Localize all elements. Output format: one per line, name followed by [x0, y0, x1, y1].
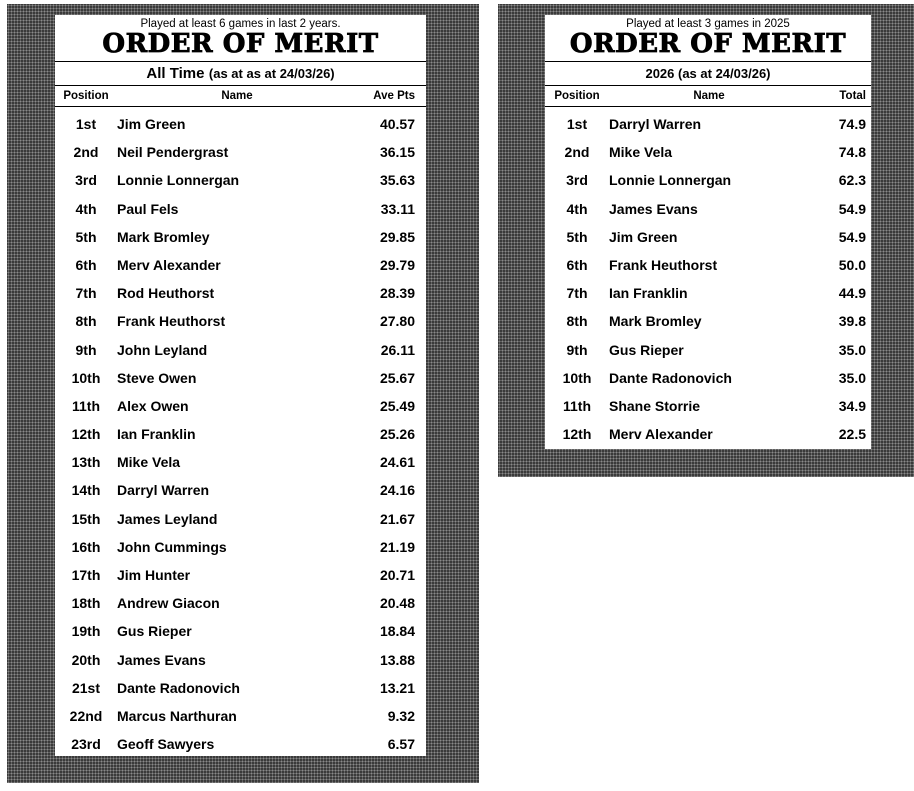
row-position: 12th — [562, 426, 592, 443]
row-name: Steve Owen — [117, 369, 197, 386]
row-value: 33.11 — [380, 200, 415, 217]
row-name: Shane Storrie — [609, 397, 701, 414]
season-caption: 2026 (as at 24/03/26) — [545, 62, 871, 86]
row-position: 11th — [71, 397, 100, 414]
table-row — [55, 702, 426, 730]
row-position: 23rd — [71, 736, 101, 753]
header-position: Position — [63, 90, 109, 102]
table-row — [545, 251, 871, 279]
row-name: Mike Vela — [609, 144, 673, 161]
row-value: 62.3 — [838, 172, 866, 189]
table-row — [55, 364, 426, 392]
row-position: 1st — [566, 116, 588, 132]
table-row — [55, 166, 426, 194]
row-value: 20.71 — [379, 567, 415, 583]
row-name: Lonnie Lonnergan — [117, 172, 240, 189]
table-row — [545, 195, 871, 223]
row-name: Gus Rieper — [609, 341, 684, 358]
table-row — [55, 476, 426, 504]
header-total: Total — [839, 90, 866, 102]
row-value: 74.9 — [838, 116, 866, 132]
row-value: 22.5 — [838, 426, 866, 443]
row-value: 36.15 — [379, 144, 415, 161]
row-position: 2nd — [73, 144, 99, 161]
table-row — [55, 420, 426, 448]
row-value: 25.49 — [379, 397, 415, 414]
row-name: Gus Rieper — [117, 623, 192, 640]
row-name: Ian Franklin — [609, 285, 688, 302]
row-value: 26.11 — [380, 341, 415, 358]
row-position: 4th — [566, 200, 588, 217]
row-position: 6th — [75, 256, 97, 273]
row-value: 18.84 — [379, 623, 415, 640]
table-row — [545, 110, 871, 138]
row-name: Jim Hunter — [117, 567, 191, 583]
table-row — [55, 307, 426, 335]
row-position: 8th — [75, 313, 97, 330]
row-position: 18th — [71, 595, 101, 612]
table-row — [545, 364, 871, 392]
header-position: Position — [554, 90, 600, 102]
row-value: 44.9 — [838, 285, 866, 302]
season-2026-table — [545, 15, 871, 449]
table-row — [545, 223, 871, 251]
header-name: Name — [221, 90, 253, 102]
season-column-headers — [545, 86, 871, 107]
row-name: Merv Alexander — [609, 426, 713, 443]
header-ave-pts: Ave Pts — [373, 90, 415, 102]
row-position: 4th — [75, 200, 97, 217]
table-row — [55, 730, 426, 758]
row-position: 3rd — [75, 172, 97, 189]
row-name: James Evans — [609, 200, 698, 217]
row-value: 25.67 — [379, 369, 415, 386]
table-row — [55, 448, 426, 476]
row-position: 10th — [71, 369, 101, 386]
season-header — [545, 15, 871, 62]
row-name: John Cummings — [117, 538, 227, 555]
table-row — [55, 279, 426, 307]
row-value: 29.85 — [379, 228, 415, 245]
table-row — [55, 195, 426, 223]
all-time-subtitle: Played at least 6 games in last 2 years. — [140, 18, 341, 30]
all-time-title: ORDER OF MERIT — [102, 29, 379, 59]
row-name: Darryl Warren — [609, 116, 702, 132]
row-value: 13.88 — [379, 651, 415, 668]
season-title: ORDER OF MERIT — [569, 29, 847, 59]
row-position: 1st — [75, 116, 97, 132]
row-name: Jim Green — [609, 228, 678, 245]
all-time-caption-date: (as at as at 24/03/26) — [208, 66, 335, 81]
row-name: Jim Green — [117, 116, 186, 132]
row-name: Ian Franklin — [117, 426, 196, 443]
row-position: 20th — [71, 651, 101, 668]
row-name: Frank Heuthorst — [117, 313, 226, 330]
row-position: 11th — [562, 397, 591, 414]
row-name: Rod Heuthorst — [117, 285, 215, 302]
row-value: 50.0 — [838, 256, 866, 273]
row-value: 25.26 — [379, 426, 415, 443]
table-row — [55, 336, 426, 364]
row-position: 16th — [71, 538, 101, 555]
row-position: 19th — [71, 623, 101, 640]
row-value: 28.39 — [379, 285, 415, 302]
row-position: 7th — [566, 285, 588, 302]
row-name: Dante Radonovich — [609, 369, 732, 386]
row-value: 54.9 — [838, 200, 866, 217]
row-name: Darryl Warren — [117, 482, 210, 499]
season-subtitle: Played at least 3 games in 2025 — [626, 18, 790, 30]
table-row — [55, 392, 426, 420]
row-name: Frank Heuthorst — [609, 256, 718, 273]
row-value: 29.79 — [379, 256, 415, 273]
row-position: 10th — [562, 369, 592, 386]
row-name: Mark Bromley — [609, 313, 702, 330]
row-position: 15th — [71, 510, 101, 527]
table-row — [545, 307, 871, 335]
row-value: 54.9 — [838, 228, 866, 245]
row-position: 8th — [566, 313, 588, 330]
row-position: 9th — [75, 341, 97, 358]
row-position: 13th — [71, 454, 101, 471]
row-value: 13.21 — [379, 679, 415, 696]
table-row — [545, 420, 871, 448]
table-row — [545, 392, 871, 420]
table-row — [545, 166, 871, 194]
row-name: James Leyland — [117, 510, 218, 527]
row-position: 2nd — [564, 144, 590, 161]
row-name: Alex Owen — [117, 397, 189, 414]
table-row — [55, 561, 426, 589]
row-value: 24.16 — [379, 482, 415, 499]
row-position: 9th — [566, 341, 588, 358]
table-row — [55, 110, 426, 138]
table-row — [55, 533, 426, 561]
row-position: 14th — [71, 482, 101, 499]
row-value: 35.0 — [838, 369, 866, 386]
row-position: 5th — [566, 228, 588, 245]
row-value: 35.63 — [379, 172, 415, 189]
row-position: 17th — [71, 567, 101, 583]
all-time-rows — [55, 107, 426, 758]
row-name: Mike Vela — [117, 454, 181, 471]
row-value: 40.57 — [379, 116, 415, 132]
row-position: 5th — [75, 228, 97, 245]
table-row — [545, 336, 871, 364]
table-row — [55, 505, 426, 533]
row-value: 39.8 — [838, 313, 866, 330]
table-row — [55, 251, 426, 279]
row-value: 21.19 — [379, 538, 415, 555]
row-value: 74.8 — [838, 144, 866, 161]
all-time-caption-main: All Time — [146, 65, 205, 82]
row-value: 27.80 — [379, 313, 415, 330]
row-value: 20.48 — [379, 595, 415, 612]
row-name: Geoff Sawyers — [117, 736, 215, 753]
row-value: 24.61 — [379, 454, 415, 471]
table-row — [55, 646, 426, 674]
season-rows — [545, 107, 871, 448]
all-time-header — [55, 15, 426, 62]
row-position: 22nd — [69, 707, 103, 724]
table-row — [55, 617, 426, 645]
row-value: 21.67 — [379, 510, 415, 527]
all-time-table — [55, 15, 426, 756]
row-position: 3rd — [566, 172, 588, 189]
row-name: Andrew Giacon — [117, 595, 220, 612]
table-row — [55, 674, 426, 702]
row-name: Dante Radonovich — [117, 679, 240, 696]
row-position: 12th — [71, 426, 101, 443]
row-name: Marcus Narthuran — [117, 707, 237, 724]
row-position: 6th — [566, 256, 588, 273]
all-time-caption — [55, 62, 426, 86]
row-name: John Leyland — [117, 341, 208, 358]
row-name: Lonnie Lonnergan — [609, 172, 732, 189]
table-row — [55, 138, 426, 166]
row-position: 7th — [75, 285, 97, 302]
table-row — [545, 279, 871, 307]
row-name: Paul Fels — [117, 200, 179, 217]
all-time-column-headers — [55, 86, 426, 107]
header-name: Name — [693, 90, 725, 102]
table-row — [55, 223, 426, 251]
row-value: 35.0 — [838, 341, 866, 358]
row-name: Neil Pendergrast — [117, 144, 229, 161]
table-row — [545, 138, 871, 166]
row-value: 9.32 — [387, 707, 415, 724]
row-name: Mark Bromley — [117, 228, 210, 245]
row-value: 6.57 — [387, 736, 415, 753]
row-position: 21st — [71, 679, 101, 696]
row-name: Merv Alexander — [117, 256, 221, 273]
table-row — [55, 589, 426, 617]
row-name: James Evans — [117, 651, 206, 668]
row-value: 34.9 — [838, 397, 866, 414]
